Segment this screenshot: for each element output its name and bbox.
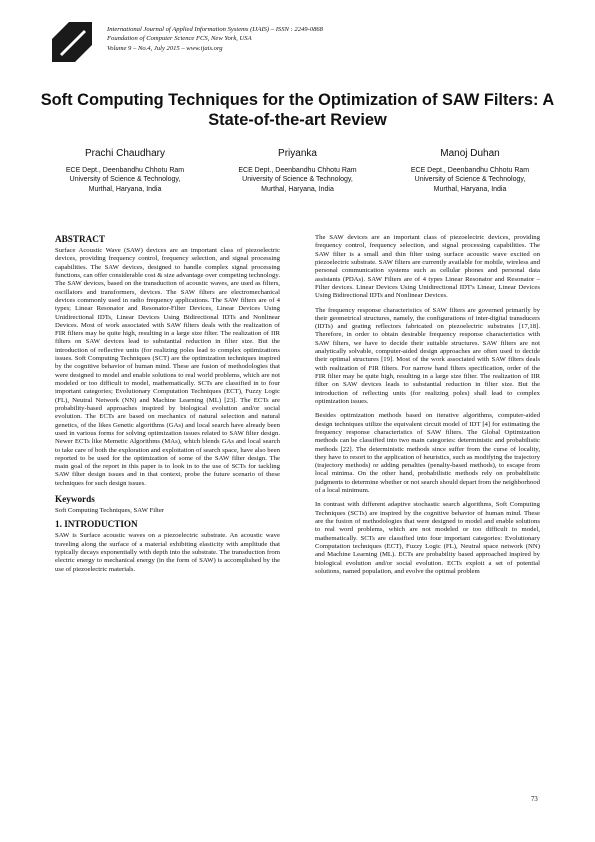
author-block xyxy=(40,147,555,194)
author-name: Prachi Chaudhary xyxy=(84,148,166,159)
introduction-text: SAW is Surface acoustic waves on a piezoelectric substrate. An acoustic wave traveling along the surface of a material exhibiting elasticity with amplitude that typically decays exponentially with depth into the substrate. The transduction from electric energy to mechanical energy (in the form of SAW) is accomplished by the use of piezoelectric materials. xyxy=(55,532,280,573)
author-place: Murthal, Haryana, India xyxy=(261,185,334,193)
right-column xyxy=(315,234,540,582)
body-paragraph: Besides optimization methods based on iterative algorithms, computer-aided design techniques utilize the equivalent circuit model of IDT [4] for estimating the frequency response characteristics of SAW filters. The Global Optimization methods can be classified into two main categories: deterministic and probabilistic methods [22]. The deterministic methods since suffer from the curse of locality, they have to resort to the application of heuristics, such as modifying the trajectory (trajectory methods) or adding penalties (penalty-based methods), to escape from local minima. On the other hand, probabilistic methods rely on probabilistic judgments to determine whether or not search should depart from the neighborhood of a local minimum. xyxy=(315,412,540,495)
journal-volume: Volume 9 – No.4, July 2015 – www.ijais.org xyxy=(107,44,223,52)
author-univ: University of Science & Technology, xyxy=(242,176,353,184)
journal-header xyxy=(107,25,323,53)
author-3 xyxy=(385,147,555,194)
page-number: 73 xyxy=(531,796,538,803)
author-place: Murthal, Haryana, India xyxy=(433,185,507,193)
author-name: Priyanka xyxy=(278,148,317,159)
author-1 xyxy=(40,147,210,194)
introduction-heading: 1. INTRODUCTION xyxy=(55,519,138,530)
author-univ: University of Science & Technology, xyxy=(414,176,526,184)
author-dept: ECE Dept., Deenbandhu Chhotu Ram xyxy=(238,167,357,174)
keywords-heading: Keywords xyxy=(55,494,95,505)
keywords-text: Soft Computing Techniques, SAW Filter xyxy=(55,507,165,515)
body-paragraph: The SAW devices are an important class of piezoelectric devices, providing frequency control, frequency selection, and signal processing capabilities. The SAW filter is a small and thin filter using surface acoustic wave excited on piezoelectric substrate. SAW filters are currently available for mobile, wireless and personal communication systems such as cellular phones and personal data assistants (PDAs). SAW Filters are of 4 types Linear Resonator and Resonator – Filter devices. Linear Devices Using Unidirectional IDT's Linear, Linear Devices Using Bidirectional IDTs and Nonlinear Devices. xyxy=(315,234,540,300)
body-paragraph: In contrast with different adaptive stochastic search algorithms, Soft Computing Techniques (SCTs) are inspired by the cognitive behavior of human mind. These are the fusion of methodologies that were designed to model and enable solutions to real word problems, which are not modeled or too difficult to model, mathematically. SCTs are classified into four important categories: Evolutionary Computation techniques (ECT), Fuzzy Logic (FL), Neutral space network (NN) and Machine Learning (ML). ECTs are probability based approached inspired by biological evolution and/or social evolution. ECTs exploit a set of potential solutions, named population, and evolve the optimal problem xyxy=(315,501,540,575)
ijais-logo-icon xyxy=(52,22,92,62)
journal-publisher: Foundation of Computer Science FCS, New York, USA xyxy=(107,35,252,43)
author-dept: ECE Dept., Deenbandhu Chhotu Ram xyxy=(410,167,530,174)
body-paragraph: The frequency response characteristics of SAW filters are governed primarily by their geometrical structures, namely, the configurations of inter-digital transducers (IDTs) and grating reflectors fabricated on piezoelectric substrates [17,18]. Therefore, in order to obtain desirable frequency response characteristics with SAW filters, we have to decide their suitable structures. SAW filters are not analytically solvable, computer-aided design approaches are often used to decide their optimal structures [19]. Most of the work associated with SAW filters deals with realization of FIR filters. For narrow band filters specification, order of the FIR filter may be quite high, resulting in a large size filter. The realization of IIR filter on SAW devices leads to substantial reduction in filter size. But the introduction of reflecting units (for realizing poles) shall lead to complex optimization issues. xyxy=(315,306,540,405)
author-dept: ECE Dept., Deenbandhu Chhotu Ram xyxy=(65,167,185,174)
author-place: Murthal, Haryana, India xyxy=(88,185,162,193)
author-name: Manoj Duhan xyxy=(440,148,500,159)
abstract-text: Surface Acoustic Wave (SAW) devices are an important class of piezoelectric devices, providing frequency control, frequency selection, and signal processing capabilities. The SAW devices, designed to handle complex signal processing functions, can offer considerable cost & size advantage over competing technology. The SAW devices, based on the transduction of acoustic waves, are used as filters, oscillators and transformers, devices. The SAW filters are electromechanical devices commonly used in radio frequency applications. The SAW filters are of 4 types; Linear Resonator and Resonator-Filter Devices, Linear Devices Using Unidirectional IDTs, Linear Devices Using Bidirectional IDTs and Nonlinear Devices. Most of work associated with SAW filters deals with the realization of FIR filters may be quite high, resulting in a large size filter. The realization of IIR filters on SAW devices lead to substantial reduction in filter size. But the introduction of reflective units (for realizing poles lead to complex optimizations issues. Soft Computing Techniques (SCT) are the optimization techniques inspired by the cognitive behavior of human mind. These are fusion of methodologies that were designed to model and enable solutions to real world problems, which are not modeled or too difficult to model, mathematically. SCTs are classified in to four important categories; Evolutionary Computation Techniques (ECT), Fuzzy Logic (FL), Neutral Network (NN) and Machine Learning (ML) [23]. The ECTs are probability-based approaches inspired by biological evolution and/or social evolution. The ECTs are based on mechanics of natural selection and natural genetics, of the likes Genetic algorithms (GAs) and local search have already been used in various forms for solving optimization issues related to SAW filter design. Newer ECTs like Memetic Algorithms (MAs), which blends GAs and local search to take care of both the exploration and exploitation of search space, have also been reported to be used for the optimization of some of the SAW filter design. The main goal of the report in this paper is to look in to the use of SCTs for tackling SAW filter design issues and in that context, probe the future scenario of these techniques for such design issues. xyxy=(55,247,280,487)
paper-title: Soft Computing Techniques for the Optimization of SAW Filters: A State-of-the-art Review xyxy=(40,91,555,129)
left-column xyxy=(55,234,280,580)
journal-name: International Journal of Applied Information Systems (IJAIS) – ISSN : 2249-0868 xyxy=(107,26,323,33)
author-2 xyxy=(213,147,383,194)
abstract-heading: ABSTRACT xyxy=(55,234,106,244)
author-univ: University of Science & Technology, xyxy=(69,176,181,184)
